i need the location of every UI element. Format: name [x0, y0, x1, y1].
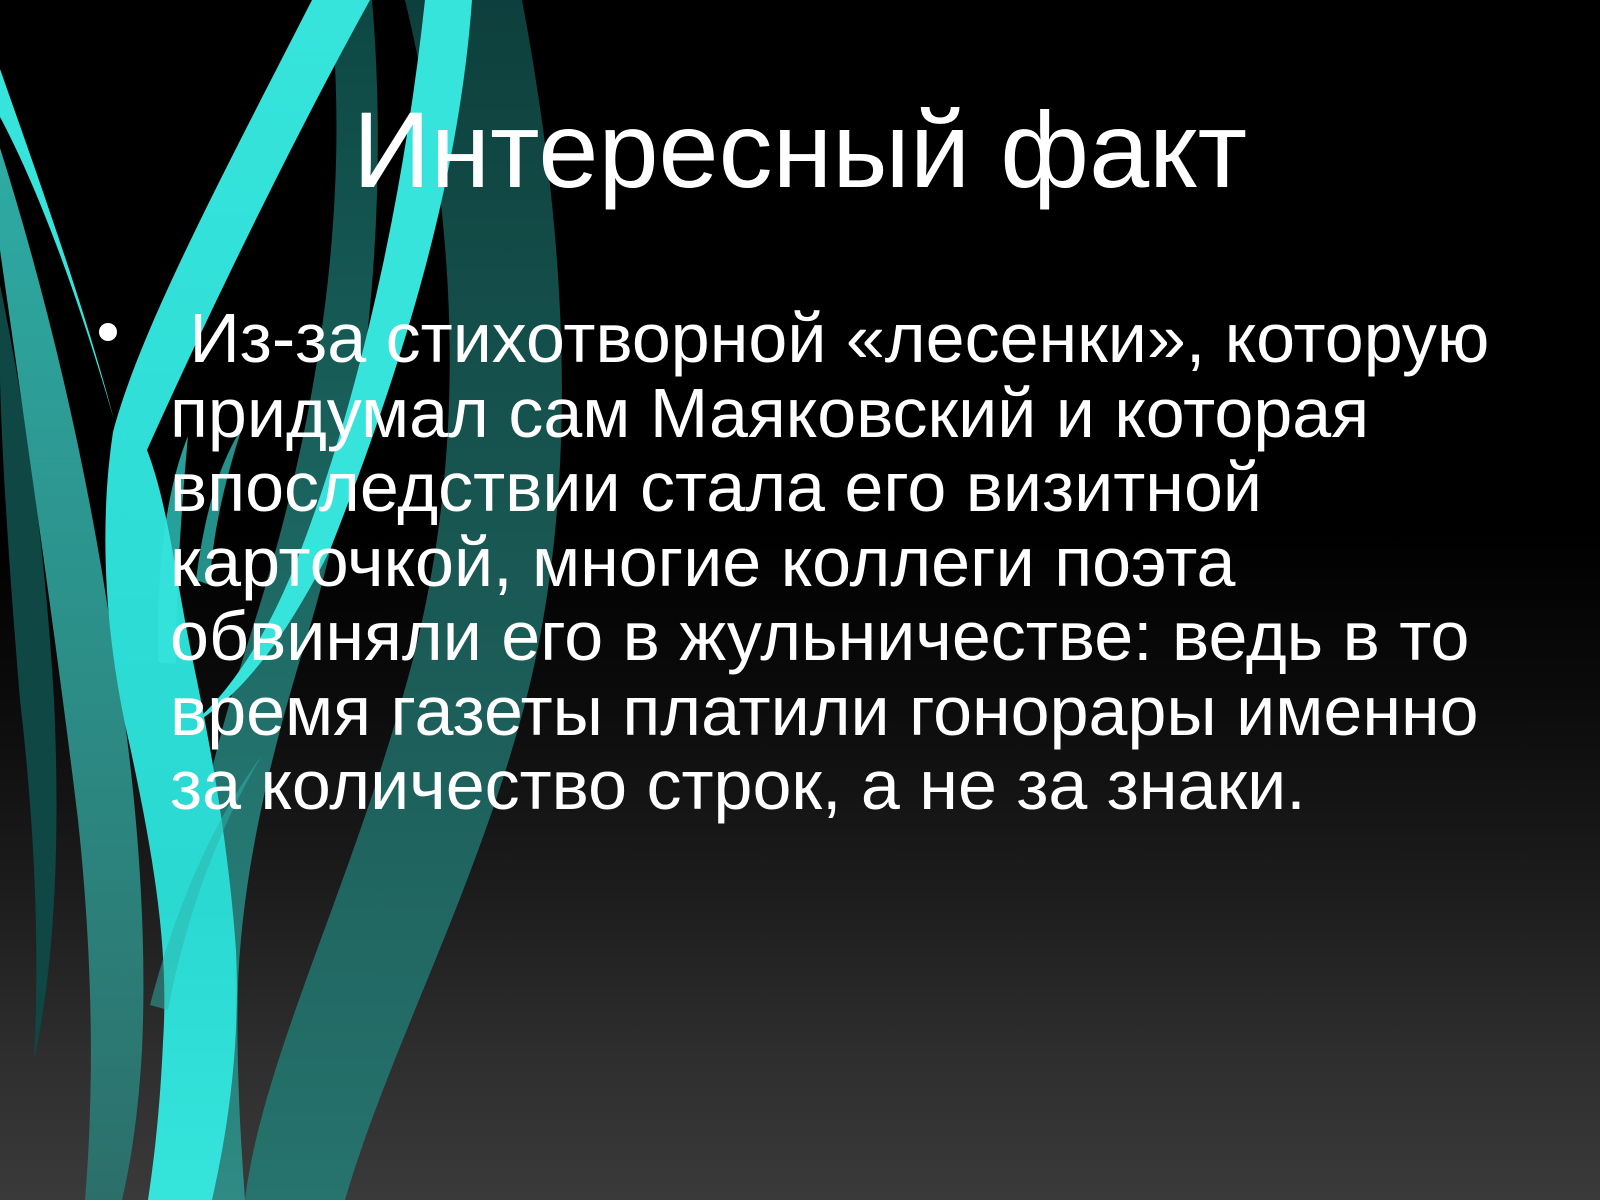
bullet-text-line: обвиняли его в жульничестве: ведь в то — [170, 597, 1470, 675]
slide-title: Интересный факт — [352, 89, 1248, 210]
bullet-text-line: впоследствии стала его визитной — [170, 448, 1262, 526]
bullet-text-line: карточкой, многие коллеги поэта — [170, 522, 1236, 601]
bullet-dot-icon — [99, 323, 117, 341]
bullet-text-line: время газеты платили гонорары именно — [170, 671, 1479, 750]
bullet-text-line: придумал сам Маяковский и которая — [170, 373, 1370, 452]
bullet-text — [170, 301, 1489, 823]
bullet-text-line: Из-за стихотворной «лесенки», которую — [170, 299, 1490, 377]
bullet-text-line: за количество строк, а не за знаки. — [170, 746, 1306, 824]
